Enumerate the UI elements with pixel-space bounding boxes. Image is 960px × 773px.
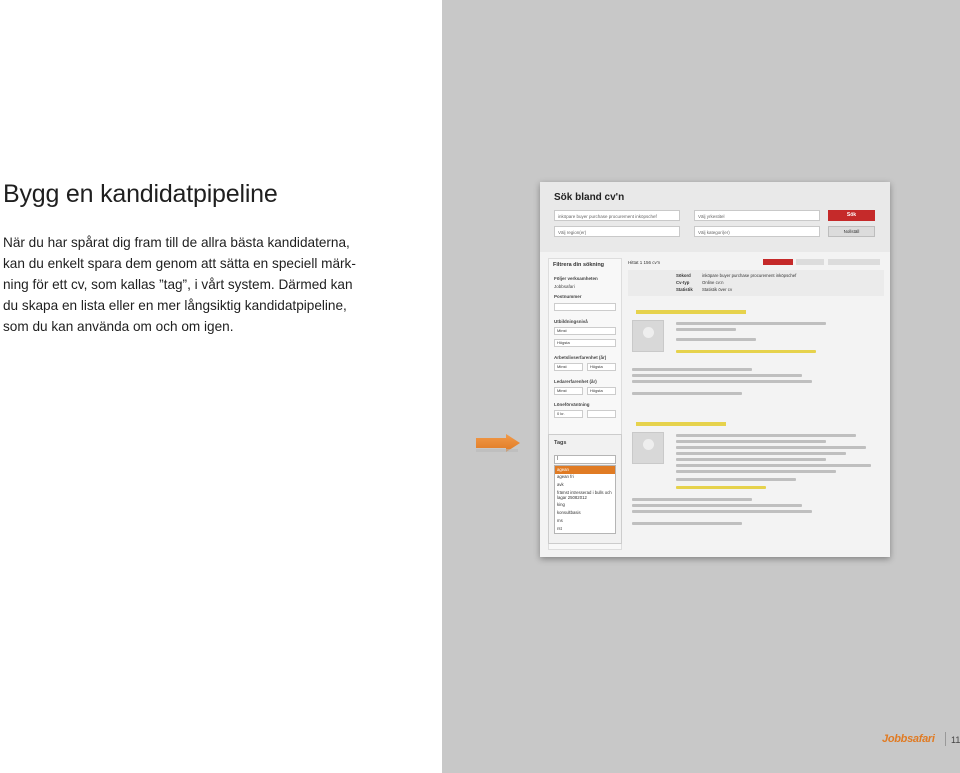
tag-option[interactable]: king xyxy=(557,502,565,508)
postcode-label: Postnummer xyxy=(554,294,582,299)
result-text-line xyxy=(676,478,796,481)
education-max-select[interactable]: Högsta xyxy=(554,339,616,347)
result-text-line xyxy=(676,322,826,325)
tags-input[interactable]: l xyxy=(554,455,616,464)
leader-exp-label: Ledarerfarenhet (år) xyxy=(554,379,597,384)
arrow-right-icon xyxy=(474,434,524,454)
result-text-line xyxy=(676,470,836,473)
work-exp-label: Arbetslivserfarenhet (år) xyxy=(554,355,607,360)
result-text-line xyxy=(676,434,856,437)
job-title-input[interactable]: Välj yrkestitel xyxy=(694,210,820,221)
search-summary xyxy=(628,270,884,296)
work-exp-min[interactable]: Minst xyxy=(554,363,583,371)
summary-label: Statistik xyxy=(676,287,693,292)
page-number: 11 xyxy=(951,735,960,745)
search-query-input[interactable]: inköpare buyer purchase procurement inköpschef xyxy=(554,210,680,221)
summary-value: Statistik över cv xyxy=(702,287,733,292)
tag-option[interactable]: agean fri xyxy=(557,474,574,480)
salary-select[interactable]: 0 kr. xyxy=(554,410,583,418)
result-text-line xyxy=(676,452,846,455)
tags-label: Tags xyxy=(554,440,567,446)
summary-label: Sökord xyxy=(676,273,691,278)
follows-label: Följer verksamheten xyxy=(554,276,598,281)
summary-value: Online cv:n xyxy=(702,280,724,285)
result-text-line xyxy=(632,374,802,377)
tag-option[interactable]: avk xyxy=(557,482,564,488)
result-text-line xyxy=(676,446,866,449)
result-text-line xyxy=(632,498,752,501)
summary-label: Cv-typ xyxy=(676,280,690,285)
tag-option[interactable]: agean xyxy=(555,466,615,474)
tags-dropdown xyxy=(554,465,616,534)
education-label: Utbildningsnivå xyxy=(554,319,588,324)
result-text-line xyxy=(676,328,736,331)
tag-option[interactable]: konsultbasis xyxy=(557,510,581,516)
result-title-link[interactable] xyxy=(636,310,746,314)
leader-exp-min[interactable]: Minst xyxy=(554,387,583,395)
page-divider xyxy=(945,732,946,746)
contact-button[interactable] xyxy=(763,259,793,265)
result-actions[interactable] xyxy=(632,392,742,395)
result-count: Hittat 1 156 cv'n xyxy=(628,260,661,265)
summary-value: inköpare buyer purchase procurement inköpschef xyxy=(702,273,797,278)
reset-button[interactable]: Nollställ xyxy=(828,226,875,237)
search-title: Sök bland cv'n xyxy=(554,192,625,203)
result-text-line xyxy=(632,510,812,513)
search-screenshot xyxy=(540,182,890,557)
avatar xyxy=(632,320,664,352)
tag-option[interactable]: främst intresserad i bulls och lagar 25082012 xyxy=(557,489,612,500)
region-select[interactable]: Välj region(er) xyxy=(554,226,680,237)
tag-option[interactable]: rst xyxy=(557,525,562,531)
tag-option[interactable]: ms xyxy=(557,518,563,524)
education-min-select[interactable]: Minst xyxy=(554,327,616,335)
result-text-line xyxy=(676,350,816,353)
postcode-input[interactable] xyxy=(554,303,616,311)
page-title: Bygg en kandidatpipeline xyxy=(3,180,278,208)
saved-search-button[interactable] xyxy=(828,259,880,265)
result-actions[interactable] xyxy=(632,522,742,525)
jobbsafari-logo: Jobbsafari xyxy=(882,733,935,745)
follows-option[interactable]: Jobbsafari xyxy=(554,284,575,289)
work-exp-max[interactable]: Högsta xyxy=(587,363,616,371)
salary-max-select[interactable] xyxy=(587,410,616,418)
result-title-link[interactable] xyxy=(636,422,726,426)
filter-heading: Filtrera din sökning xyxy=(553,262,605,268)
sort-button[interactable] xyxy=(796,259,824,265)
result-text-line xyxy=(676,486,766,489)
tags-filter xyxy=(548,434,622,544)
leader-exp-max[interactable]: Högsta xyxy=(587,387,616,395)
category-select[interactable]: Välj kategori(er) xyxy=(694,226,820,237)
result-text-line xyxy=(676,458,826,461)
result-text-line xyxy=(632,504,802,507)
avatar xyxy=(632,432,664,464)
search-button[interactable]: Sök xyxy=(828,210,875,221)
results-area xyxy=(628,258,884,550)
result-text-line xyxy=(676,464,871,467)
intro-paragraph: När du har spårat dig fram till de allra bästa kandidaterna, kan du enkelt spara dem genom att sätta en speciell märk- ning för ett cv, som kallas ”tag”, i vårt system. Därmed kan du skapa en lista eller en mer långsiktig kandidatpipeline, som du kan använda om och om igen. xyxy=(3,235,356,334)
result-text-line xyxy=(676,338,756,341)
result-text-line xyxy=(632,368,752,371)
result-text-line xyxy=(676,440,826,443)
salary-label: Löneförväntning xyxy=(554,402,590,407)
result-text-line xyxy=(632,380,812,383)
